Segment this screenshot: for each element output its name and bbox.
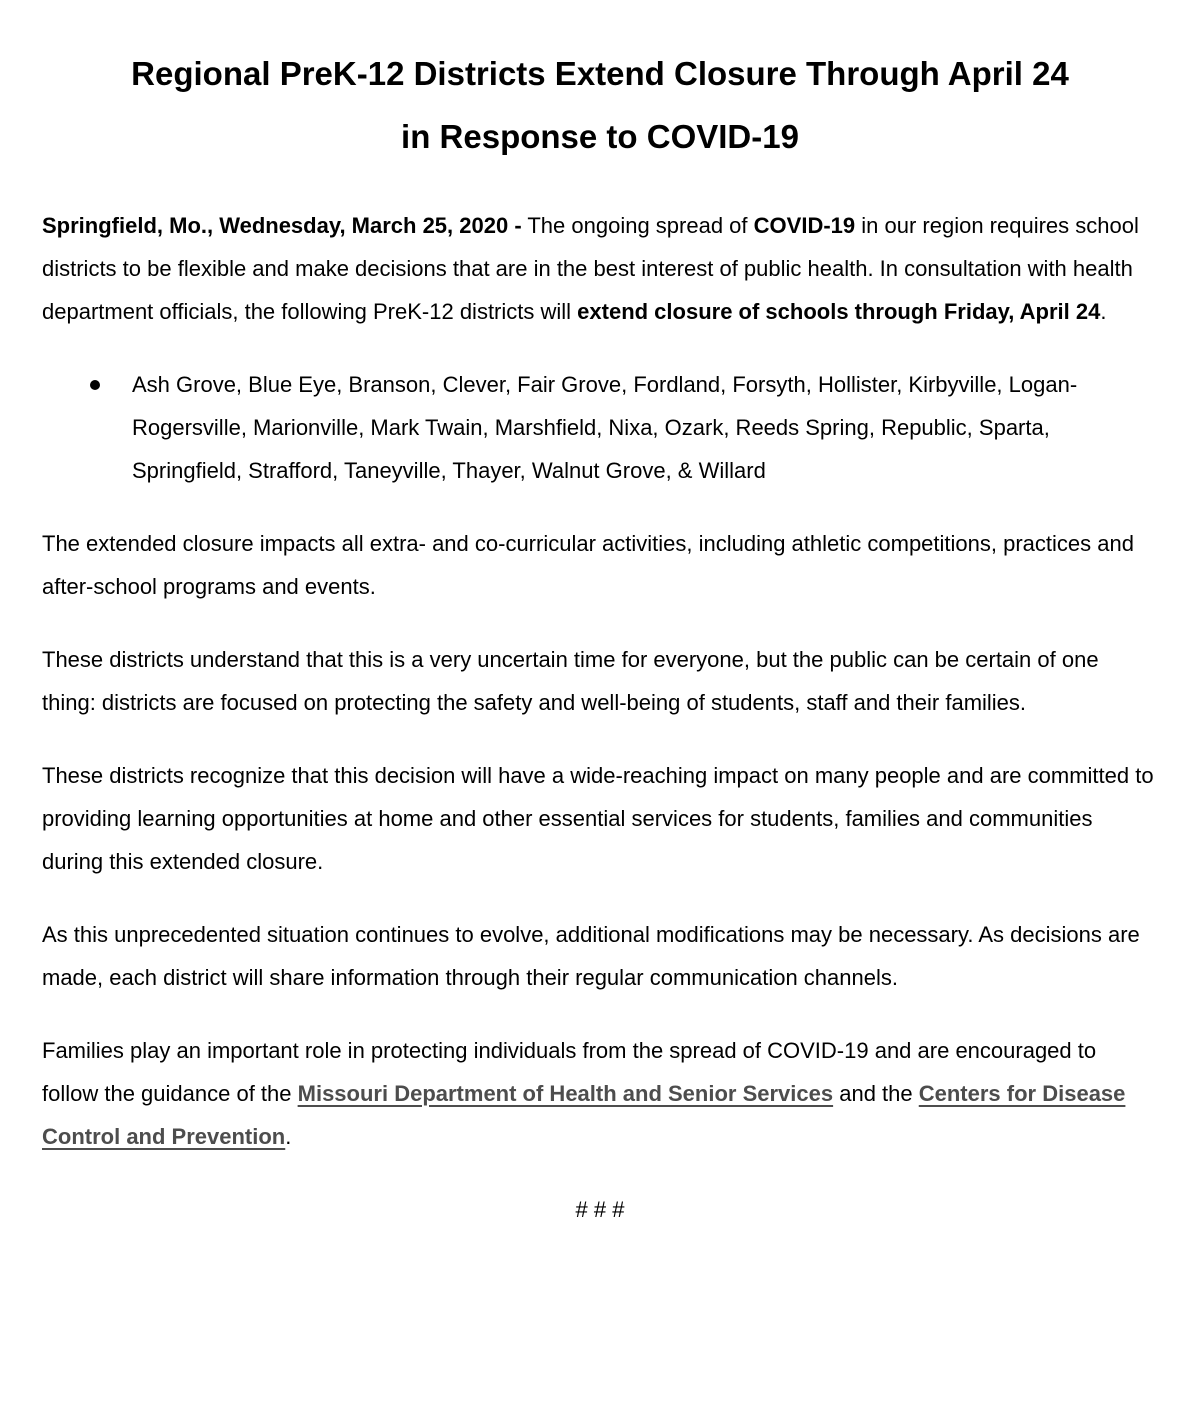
district-names-text: Ash Grove, Blue Eye, Branson, Clever, Fair Grove, Fordland, Forsyth, Hollister, Kirbyville, Logan-Rogersville, Marionville, Mark Twain, Marshfield, Nixa, Ozark, Reeds Spring, Republic, Sparta, Springfield, Strafford, Taneyville, Thayer, Walnut Grove, & Willard — [132, 372, 1078, 483]
district-list — [42, 363, 1158, 492]
dateline-text-c: . — [1100, 299, 1107, 324]
paragraph-dateline — [42, 204, 1158, 333]
dateline-bold-text: Springfield, Mo., Wednesday, March 25, 2020 - — [42, 213, 522, 238]
paragraph-families-guidance — [42, 1029, 1158, 1158]
paragraph-uncertain-time: These districts understand that this is a very uncertain time for everyone, but the public can be certain of one thing: districts are focused on protecting the safety and well-being of students, staff and their families. — [42, 647, 1099, 715]
title-line-1: Regional PreK-12 Districts Extend Closure Through April 24 — [131, 55, 1069, 92]
closure-bold-text: extend closure of schools through Friday, April 24 — [577, 299, 1101, 324]
paragraph-wide-reaching-impact: These districts recognize that this decision will have a wide-reaching impact on many people and are committed to providing learning opportunities at home and other essential services for students, families and communities during this extended closure. — [42, 763, 1154, 874]
families-text-a: Families play an important role in protecting individuals from the spread of COVID-19 and are encouraged to follow the guidance of the — [42, 1038, 1097, 1106]
title-line-2: in Response to COVID-19 — [401, 118, 799, 155]
covid-bold-text: COVID-19 — [753, 213, 856, 238]
end-mark: # # # — [575, 1197, 625, 1222]
link-cdc[interactable]: Centers for Disease Control and Prevention — [42, 1081, 1126, 1149]
district-list-item — [42, 363, 1158, 492]
dateline-text-a: The ongoing spread of — [521, 213, 754, 238]
paragraph-evolving-situation: As this unprecedented situation continues to evolve, additional modifications may be necessary. As decisions are made, each district will share information through their regular communication channels. — [42, 922, 1140, 990]
families-text-b: and the — [833, 1081, 919, 1106]
link-missouri-health-department[interactable]: Missouri Department of Health and Senior Services — [297, 1081, 834, 1106]
paragraph-extended-closure: The extended closure impacts all extra- and co-curricular activities, including athletic competitions, practices and after-school programs and events. — [42, 531, 1134, 599]
document-title — [42, 42, 1158, 168]
dateline-text-b: in our region requires school districts to be flexible and make decisions that are in the best interest of public health. In consultation with health department officials, the following PreK-12 districts will — [42, 213, 1139, 324]
families-text-c: . — [285, 1124, 292, 1149]
